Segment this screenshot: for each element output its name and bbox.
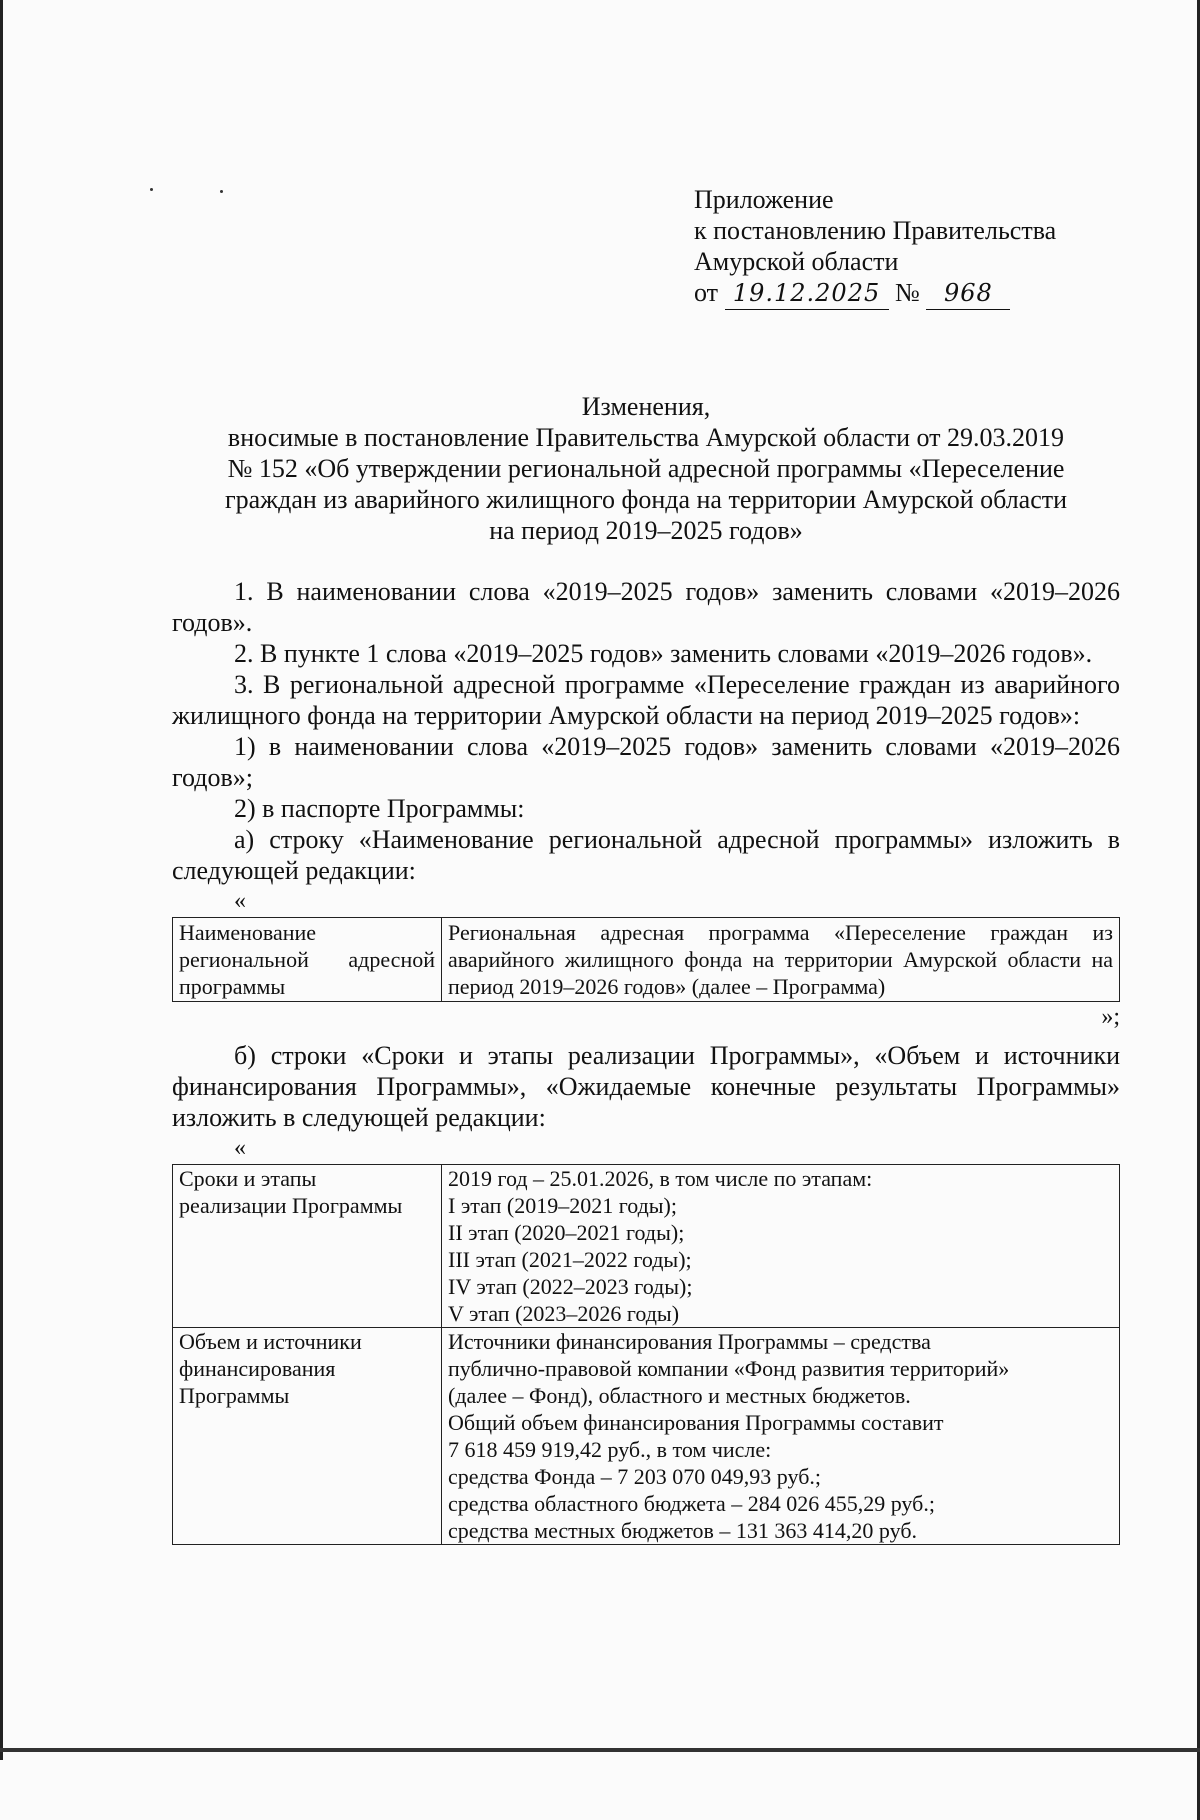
paragraph-1: 1. В наименовании слова «2019–2025 годов» заменить словами «2019–2026 годов». xyxy=(172,577,1120,637)
scan-speck xyxy=(220,190,223,193)
passport-table-name xyxy=(172,917,1120,1002)
cell-line: IV этап (2022–2023 годы); xyxy=(448,1274,693,1299)
opening-quote: « xyxy=(234,1135,246,1161)
paragraph-3-2: 2) в паспорте Программы: xyxy=(234,794,525,823)
cell-line: Программы xyxy=(179,1383,290,1408)
handwritten-number: 968 xyxy=(926,278,1010,310)
appendix-line-2: Амурской области xyxy=(694,247,899,276)
appendix-line-1: к постановлению Правительства xyxy=(694,216,1057,245)
scan-speck xyxy=(150,188,153,191)
cell-line: Сроки и этапы xyxy=(179,1166,317,1191)
handwritten-date: 19.12.2025 xyxy=(725,278,889,310)
cell-line: III этап (2021–2022 годы); xyxy=(448,1247,692,1272)
cell-line: II этап (2020–2021 годы); xyxy=(448,1220,685,1245)
cell-line: средства Фонда – 7 203 070 049,93 руб.; xyxy=(448,1464,822,1489)
funding-value xyxy=(442,1328,1120,1545)
title-heading: Изменения, xyxy=(581,392,711,421)
cell-line: средства областного бюджета – 284 026 455,29 руб.; xyxy=(448,1491,935,1516)
scan-bottom-edge xyxy=(0,1748,1200,1752)
document-title xyxy=(172,391,1120,546)
table-row xyxy=(173,1328,1120,1545)
cell-line: Источники финансирования Программы – средства xyxy=(448,1329,931,1354)
cell-line: V этап (2023–2026 годы) xyxy=(448,1301,680,1326)
title-line-1: вносимые в постановление Правительства Амурской области от 29.03.2019 xyxy=(227,423,1065,452)
paragraph-3-1: 1) в наименовании слова «2019–2025 годов» заменить словами «2019–2026 годов»; xyxy=(172,732,1120,792)
cell-line: публично-правовой компании «Фонд развития территорий» xyxy=(448,1356,1010,1381)
cell-line: Общий объем финансирования Программы составит xyxy=(448,1410,944,1435)
cell-line: финансирования xyxy=(179,1356,336,1381)
table-row xyxy=(173,1165,1120,1328)
paragraph-2: 2. В пункте 1 слова «2019–2025 годов» заменить словами «2019–2026 годов». xyxy=(234,639,1093,668)
appendix-date-line xyxy=(694,277,1056,310)
cell-line: (далее – Фонд), областного и местных бюджетов. xyxy=(448,1383,911,1408)
paragraph-3-2-a: а) строку «Наименование региональной адресной программы» изложить в следующей редакции: xyxy=(172,825,1120,885)
cell-line: реализации Программы xyxy=(179,1193,403,1218)
passport-table-terms xyxy=(172,1164,1120,1545)
opening-quote: « xyxy=(234,888,246,914)
appendix-block xyxy=(694,184,1056,310)
table-row xyxy=(173,918,1120,1002)
title-line-2: № 152 «Об утверждении региональной адресной программы «Переселение xyxy=(227,454,1065,483)
terms-value xyxy=(442,1165,1120,1328)
paragraph-3: 3. В региональной адресной программе «Переселение граждан из аварийного жилищного фонда на территории Амурской области на период 2019–2025 годов»: xyxy=(172,670,1120,730)
closing-quote: »; xyxy=(1101,1004,1120,1030)
cell-line: Объем и источники xyxy=(179,1329,362,1354)
cell-line: I этап (2019–2021 годы); xyxy=(448,1193,677,1218)
date-prefix: от xyxy=(694,278,719,307)
scan-left-edge xyxy=(0,0,3,1760)
funding-label xyxy=(173,1328,442,1545)
paragraph-3-2-b: б) строки «Сроки и этапы реализации Программы», «Объем и источники финансирования Программы», «Ожидаемые конечные результаты Программы» изложить в следующей редакции: xyxy=(172,1041,1120,1132)
title-line-3: граждан из аварийного жилищного фонда на территории Амурской области xyxy=(224,485,1068,514)
cell-line: 2019 год – 25.01.2026, в том числе по этапам: xyxy=(448,1166,873,1191)
program-name-label: Наименование региональной адресной программы xyxy=(173,918,442,1002)
title-line-4: на период 2019–2025 годов» xyxy=(489,516,803,545)
document-body xyxy=(172,576,1120,1545)
cell-line: 7 618 459 919,42 руб., в том числе: xyxy=(448,1437,772,1462)
number-prefix: № xyxy=(895,278,920,307)
program-name-value: Региональная адресная программа «Переселение граждан из аварийного жилищного фонда на территории Амурской области на период 2019–2026 годов» (далее – Программа) xyxy=(442,918,1120,1002)
terms-label xyxy=(173,1165,442,1328)
appendix-title: Приложение xyxy=(694,185,834,214)
cell-line: средства местных бюджетов – 131 363 414,20 руб. xyxy=(448,1518,918,1543)
